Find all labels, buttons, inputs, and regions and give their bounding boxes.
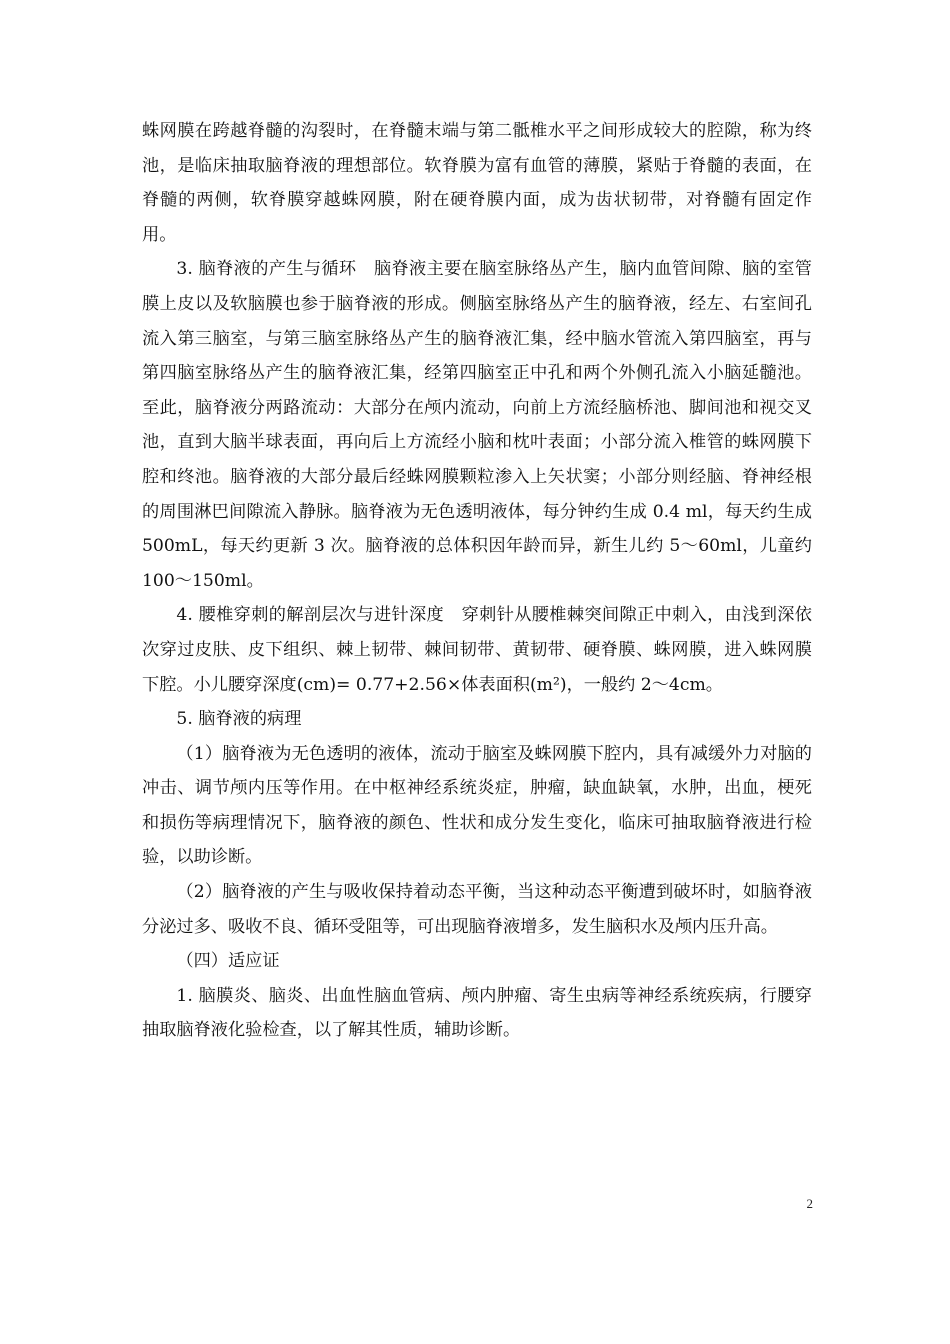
- heading-indications: （四）适应证: [176, 951, 280, 972]
- paragraph-arachnoid-continuation: 蛛网膜在跨越脊髓的沟裂时，在脊髓末端与第二骶椎水平之间形成较大的腔隙，称为终池，是临床抽取脑脊液的理想部位。软脊膜为富有血管的薄膜，紧贴于脊髓的表面，在脊髓的两侧，软脊膜穿越蛛网膜，附在硬脊膜内面，成为齿状韧带，对脊髓有固定作用。: [142, 121, 812, 245]
- document-body: [142, 114, 812, 1048]
- paragraph-lumbar-puncture-layers: 4. 腰椎穿刺的解剖层次与进针深度 穿刺针从腰椎棘突间隙正中刺入，由浅到深依次穿过皮肤、皮下组织、棘上韧带、棘间韧带、黄韧带、硬脊膜、蛛网膜，进入蛛网膜下腔。小儿腰穿深度(cm)= 0.77+2.56×体表面积(m²)，一般约 2～4cm。: [142, 605, 812, 695]
- heading-csf-pathology: 5. 脑脊液的病理: [176, 709, 302, 730]
- paragraph-pathology-1: （1）脑脊液为无色透明的液体，流动于脑室及蛛网膜下腔内，具有减缓外力对脑的冲击、调节颅内压等作用。在中枢神经系统炎症，肿瘤，缺血缺氧，水肿，出血，梗死和损伤等病理情况下，脑脊液的颜色、性状和成分发生变化，临床可抽取脑脊液进行检验，以助诊断。: [142, 743, 812, 868]
- paragraph-csf-production-circulation: 3. 脑脊液的产生与循环 脑脊液主要在脑室脉络丛产生，脑内血管间隙、脑的室管膜上皮以及软脑膜也参于脑脊液的形成。侧脑室脉络丛产生的脑脊液，经左、右室间孔流入第三脑室，与第三脑室脉络丛产生的脑脊液汇集，经中脑水管流入第四脑室，再与第四脑室脉络丛产生的脑脊液汇集，经第四脑室正中孔和两个外侧孔流入小脑延髓池。至此，脑脊液分两路流动：大部分在颅内流动，向前上方流经脑桥池、脚间池和视交叉池，直到大脑半球表面，再向后上方流经小脑和枕叶表面；小部分流入椎管的蛛网膜下腔和终池。脑脊液的大部分最后经蛛网膜颗粒渗入上矢状窦；小部分则经脑、脊神经根的周围淋巴间隙流入静脉。脑脊液为无色透明液体，每分钟约生成 0.4 ml，每天约生成 500mL，每天约更新 3 次。脑脊液的总体积因年龄而异，新生儿约 5～60ml，儿童约 100～150ml。: [142, 259, 812, 591]
- paragraph-indication-1: 1. 脑膜炎、脑炎、出血性脑血管病、颅内肿瘤、寄生虫病等神经系统疾病，行腰穿抽取脑脊液化验检查，以了解其性质，辅助诊断。: [142, 985, 812, 1041]
- page-number: 2: [806, 1196, 813, 1211]
- paragraph-pathology-2: （2）脑脊液的产生与吸收保持着动态平衡，当这种动态平衡遭到破坏时，如脑脊液分泌过多、吸收不良、循环受阻等，可出现脑脊液增多，发生脑积水及颅内压升高。: [142, 882, 812, 937]
